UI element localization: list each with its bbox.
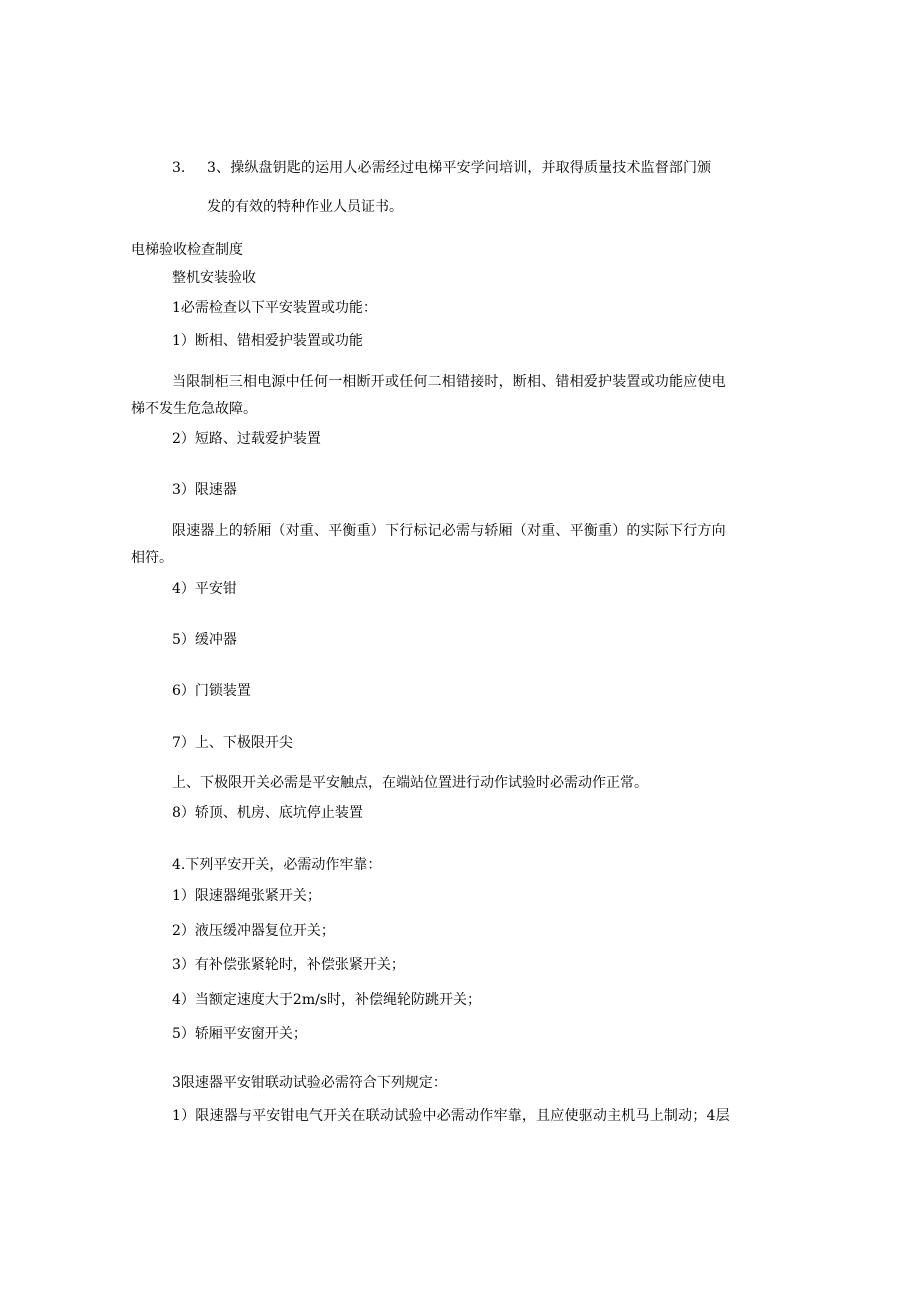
list4-heading: 4.下列平安开关，必需动作牢靠： — [172, 857, 382, 873]
list-item-4: 4）平安钳 — [172, 581, 237, 597]
list4-item-4: 4）当额定速度大于2m∕s时，补偿绳轮防跳开关； — [172, 992, 481, 1008]
list-heading: 1必需检查以下平安装置或功能： — [172, 300, 377, 316]
list4-item-5: 5）轿厢平安窗开关； — [172, 1026, 307, 1042]
item3-line2: 发的有效的特种作业人员证书。 — [207, 199, 403, 215]
item-number: 3. — [172, 160, 186, 176]
list4-item-2: 2）液压缓冲器复位开关； — [172, 923, 335, 939]
list-item-1: 1）断相、错相爱护装置或功能 — [172, 333, 363, 349]
list3b-item-1: 1）限速器与平安钳电气开关在联动试验中必需动作牢靠，且应使驱动主机马上制动；4层 — [172, 1108, 730, 1124]
list-item-7: 7）上、下极限开尖 — [172, 735, 293, 751]
list4-item-3: 3）有补偿张紧轮时，补偿张紧开关； — [172, 957, 405, 973]
item3-line1: 3、操纵盘钥匙的运用人必需经过电梯平安学问培训，并取得质量技术监督部门颁 — [207, 160, 712, 176]
list-item-5: 5）缓冲器 — [172, 632, 237, 648]
list4-item-1: 1）限速器绳张紧开关； — [172, 888, 321, 904]
paragraph-3-line2: 相符。 — [131, 550, 173, 566]
list-item-6: 6）门锁装置 — [172, 683, 251, 699]
list3b-heading: 3限速器平安钳联动试验必需符合下列规定： — [172, 1075, 447, 1091]
list-item-2: 2）短路、过载爱护装置 — [172, 431, 321, 447]
paragraph-7: 上、下极限开关必需是平安触点，在端站位置进行动作试验时必需动作正常。 — [172, 775, 648, 791]
subtitle: 整机安装验收 — [172, 270, 256, 286]
paragraph-3-line1: 限速器上的轿厢（对重、平衡重）下行标记必需与轿厢（对重、平衡重）的实际下行方向 — [172, 523, 726, 539]
section-title: 电梯验收检查制度 — [131, 242, 243, 258]
paragraph-1-line2: 梯不发生危急故障。 — [131, 401, 257, 417]
paragraph-1-line1: 当限制柜三相电源中任何一相断开或任何二相错接时，断相、错相爱护装置或功能应使电 — [172, 374, 726, 390]
list-item-3: 3）限速器 — [172, 482, 237, 498]
list-item-8: 8）轿顶、机房、底坑停止装置 — [172, 805, 363, 821]
